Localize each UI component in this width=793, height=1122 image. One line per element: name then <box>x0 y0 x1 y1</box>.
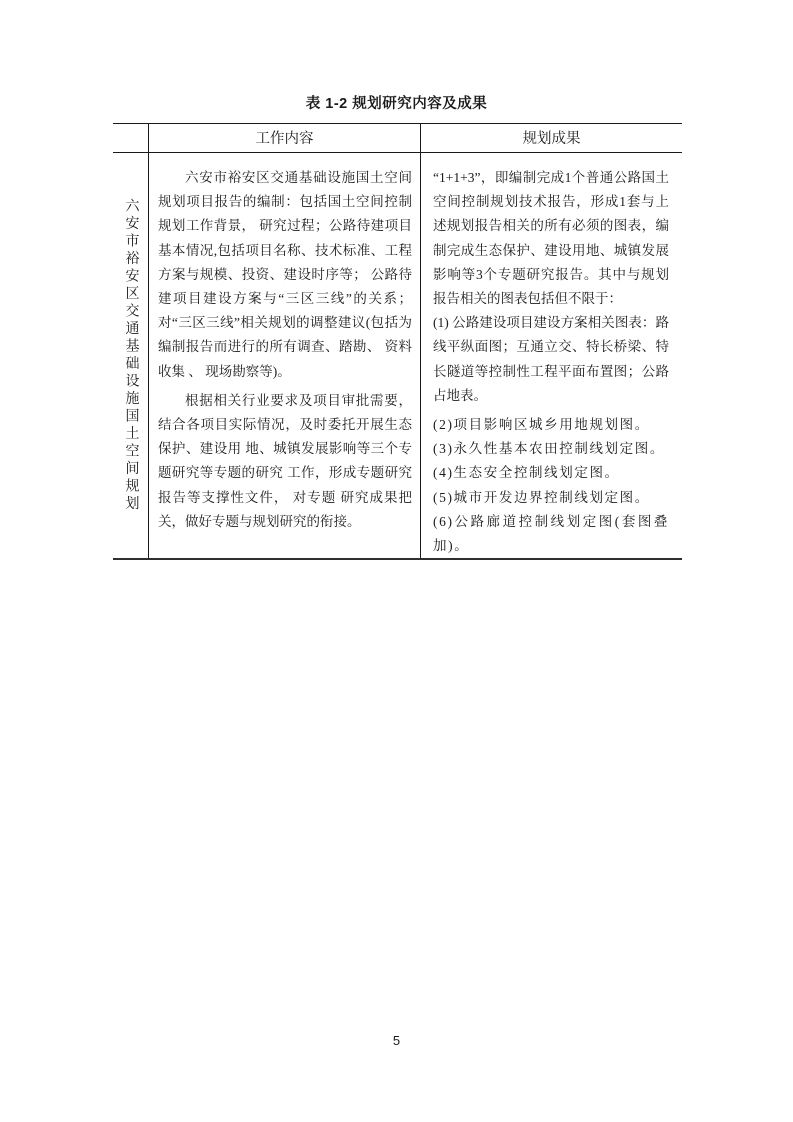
results-item-4: (4)生态安全控制线划定图。 <box>433 465 620 481</box>
work-paragraph-2: 根据相关行业要求及项目审批需要，结合各项目实际情况，及时委托开展生态保护、建设用 地、城镇发展影响等三个专题研究等专题的研究 工作，形成专题研究报告等支撑性文件， 对专题 研究成果把关，做好专题与规划研究的衔接。 <box>158 392 412 529</box>
corner-cell <box>113 124 148 152</box>
row-header-vertical-text: 六安市裕安区交通基础设施国土空间规划 <box>123 198 139 514</box>
table-body-row <box>113 153 682 558</box>
column-header-work-content: 工作内容 <box>148 124 420 152</box>
table-header-row <box>113 124 682 153</box>
column-header-planning-results: 规划成果 <box>420 124 682 152</box>
planning-table <box>113 123 682 560</box>
work-paragraph-1: 六安市裕安区交通基础设施国土空间规划项目报告的编制：包括国土空间控制规划工作背景， 研究过程；公路待建项目基本情况,包括项目名称、技术标准、工程方案与规模、投资、建设时序等； 公路待建项目建设方案与“三区三线”的关系； 对“三区三线”相关规划的调整建议(包括为编制报告而进行的所有调查、踏勘、 资料收集 、 现场勘察等)。 <box>158 170 412 379</box>
results-intro: “1+1+3”，即编制完成1个普通公路国土空间控制规划技术报告，形成1套与上述规划报告相关的所有必须的图表，编制完成生态保护、建设用地、城镇发展影响等3个专题研究报告。其中与规划报告相关的图表包括但不限于： <box>433 170 669 307</box>
results-item-5: (5)城市开发边界控制线划定图。 <box>433 489 650 505</box>
results-item-2: (2)项目影响区城乡用地规划图。 <box>433 417 650 433</box>
results-item-1: (1) 公路建设项目建设方案相关图表：路线平纵面图；互通立交、特长桥梁、特长隧道等控制性工程平面布置图；公路占地表。 <box>433 315 669 403</box>
page-number: 5 <box>392 1033 401 1048</box>
work-content-cell <box>148 153 420 558</box>
results-item-3: (3)永久性基本农田控制线划定图。 <box>433 441 665 457</box>
table-caption: 表 1-2 规划研究内容及成果 <box>305 96 488 112</box>
row-header-cell <box>113 153 148 558</box>
results-cell <box>420 153 682 558</box>
results-item-6: (6)公路廊道控制线划定图(套图叠加)。 <box>433 513 669 554</box>
